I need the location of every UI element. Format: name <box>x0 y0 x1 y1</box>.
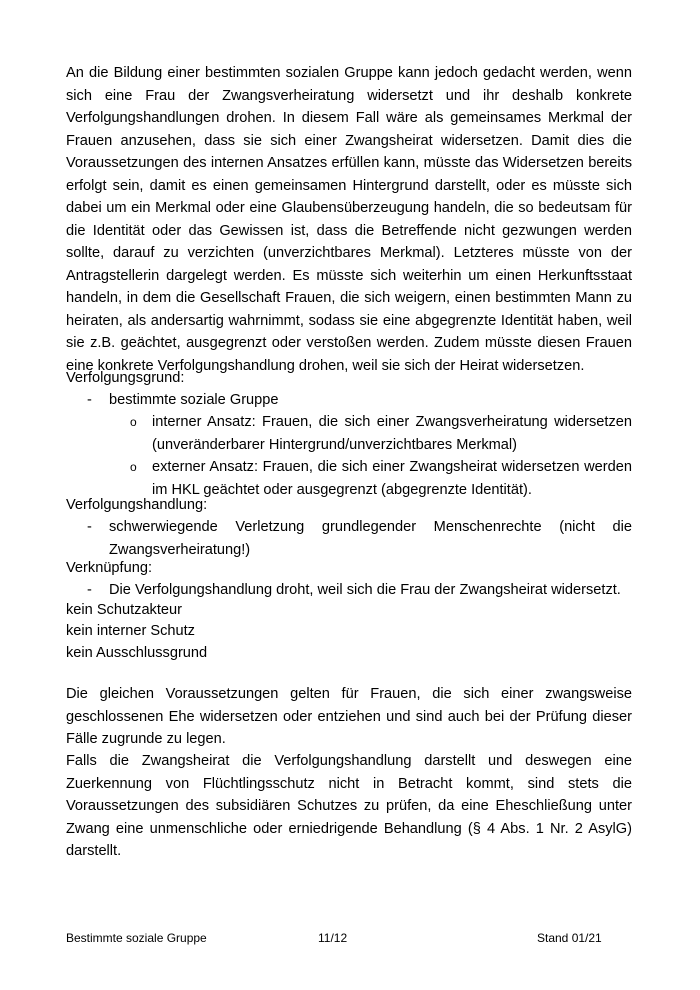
paragraph-social-group-intro: An die Bildung einer bestimmten sozialen Gruppe kann jedoch gedacht werden, wenn sich eine Frau der Zwangsverheiratung widersetzt und ihr deshalb konkrete Verfolgungshandlungen drohen. In diesem Fall wäre als gemeinsames Merkmal der Frauen anzusehen, dass sie sich einer Zwangsheirat widersetzen. Damit dies die Voraussetzungen des internen Ansatzes erfüllen kann, müsste das Widersetzen bereits erfolgt sein, damit es einen gemeinsamen Hintergrund darstellt, oder es müsste sich dabei um ein Merkmal oder eine Glaubensüberzeugung handeln, die so bedeutsam für die Identität oder das Gewissen ist, dass die Betreffende nicht gezwungen werden sollte, darauf zu verzichten (unverzichtbares Merkmal). Letzteres müsste von der Antragstellerin dargelegt werden. Es müsste sich weiterhin um einen Herkunftsstaat handeln, in dem die Gesellschaft Frauen, die sich weigern, einen bestimmten Mann zu heiraten, als andersartig wahrnimmt, sodass sie eine abgegrenzte Identität haben, weil sie z.B. geächtet, ausgegrenzt oder verstoßen werden. Zudem müsste diesen Frauen eine konkrete Verfolgungshandlung drohen, weil sie sich der Heirat widersetzen. <box>66 65 632 374</box>
heading-verfolgungshandlung: Verfolgungshandlung: <box>66 497 208 513</box>
item-externer-ansatz: externer Ansatz: Frauen, die sich einer Zwangsheirat widersetzen werden im HKL geächtet oder ausgegrenzt (abgegrenzte Identität). <box>152 459 632 498</box>
paragraph-gleiche-voraussetzungen: Die gleichen Voraussetzungen gelten für Frauen, die sich einer zwangsweise geschlossenen Ehe widersetzen oder entziehen und sind auch bei der Prüfung dieser Fälle zugrunde zu legen. <box>66 686 632 747</box>
footer-version: Stand 01/21 <box>537 931 602 945</box>
heading-verfolgungsgrund: Verfolgungsgrund: <box>66 370 185 386</box>
item-interner-ansatz: interner Ansatz: Frauen, die sich einer Zwangsverheiratung widersetzen (unveränderbarer Hintergrund/unverzichtbares Merkmal) <box>152 414 632 453</box>
item-schwerwiegende-verletzung: schwerwiegende Verletzung grundlegender Menschenrechte (nicht die Zwangsverheiratung!) <box>109 519 632 558</box>
footer-page-number: 11/12 <box>318 931 348 945</box>
circle-bullet: o <box>130 460 137 474</box>
dash-bullet: - <box>87 582 92 598</box>
heading-verknuepfung: Verknüpfung: <box>66 560 153 576</box>
line-kein-interner-schutz: kein interner Schutz <box>66 623 195 639</box>
paragraph-subsidiaerer-schutz: Falls die Zwangsheirat die Verfolgungshandlung darstellt und deswegen eine Zuerkennung von Flüchtlingsschutz nicht in Betracht kommt, sind stets die Voraussetzungen des subsidiären Schutzes zu prüfen, da eine Eheschließung unter Zwang eine unmenschliche oder erniedrigende Behandlung (§ 4 Abs. 1 Nr. 2 AsylG) darstellt. <box>66 753 632 859</box>
item-bestimmte-soziale-gruppe: bestimmte soziale Gruppe <box>109 392 279 408</box>
footer-section-title: Bestimmte soziale Gruppe <box>66 931 207 945</box>
item-verknuepfung: Die Verfolgungshandlung droht, weil sich die Frau der Zwangsheirat widersetzt. <box>109 582 621 598</box>
dash-bullet: - <box>87 392 92 408</box>
line-kein-ausschlussgrund: kein Ausschlussgrund <box>66 645 208 661</box>
dash-bullet: - <box>87 519 92 535</box>
circle-bullet: o <box>130 415 137 429</box>
line-kein-schutzakteur: kein Schutzakteur <box>66 602 183 618</box>
